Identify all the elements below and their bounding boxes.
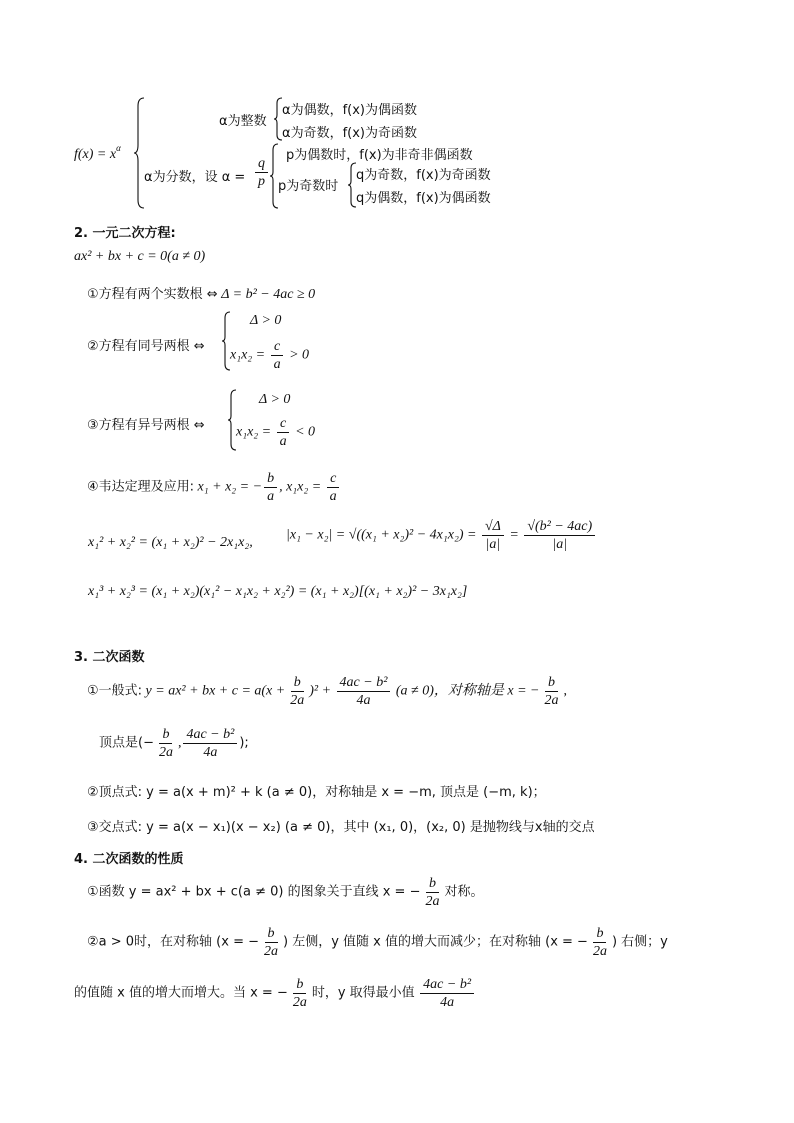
cube-sum-identity: x₁³ + x₂³ = (x₁ + x₂)(x₁² − x₁x₂ + x₂²) = (x₁ + x₂)[(x₁ + x₂)² − 3x₁x₂] xyxy=(88,584,468,599)
section-2-heading: 2. 一元二次方程: xyxy=(74,226,176,241)
quadratic-equation: ax² + bx + c = 0(a ≠ 0) xyxy=(74,249,206,264)
item-vieta: ④韦达定理及应用: x₁ + x₂ = − $\frac{b}{a}$ , x₁x₂ = $\frac{c}{a}$ xyxy=(87,470,342,505)
q-even: q为偶数，f(x)为偶函数 xyxy=(356,191,491,206)
item-two-real-roots: ①方程有两个实数根 ⇔ Δ = b² − 4ac ≥ 0 xyxy=(87,287,316,302)
p-odd: p为奇数时 xyxy=(278,179,339,194)
square-sum-identity: x₁² + x₂² = (x₁ + x₂)² − 2x₁x₂, xyxy=(88,535,253,550)
item-same-sign-label: ②方程有同号两根 ⇔ xyxy=(87,339,205,354)
monotonicity-line-2: 的值随 x 值的增大而增大。当 x = − $\frac{b}{2a}$ 时，y 取得最小值 $\frac{\text{4ac − b²}}{4a}$ xyxy=(74,976,476,1011)
vertex-form: ②顶点式: y = a(x + m)² + k (a ≠ 0)，对称轴是 x = −m, 顶点是 (−m, k)； xyxy=(87,785,546,800)
section-3-heading: 3. 二次函数 xyxy=(74,650,145,665)
same-sign-product: x₁x₂ = $\frac{c}{a}$ > 0 xyxy=(230,339,310,372)
power-function-lhs: $f(x) = x^\alpha$ xyxy=(74,143,121,162)
section-4-heading: 4. 二次函数的性质 xyxy=(74,852,184,867)
fraction-case: α为分数，设 α = xyxy=(144,170,246,185)
item-opposite-sign-label: ③方程有异号两根 ⇔ xyxy=(87,418,205,433)
intercept-form: ③交点式: y = a(x − x₁)(x − x₂) (a ≠ 0)，其中 (x₁, 0)，(x₂, 0) 是抛物线与x轴的交点 xyxy=(87,820,595,835)
p-even: p为偶数时，f(x)为非奇非偶函数 xyxy=(286,148,473,163)
frac-q-over-p: $\frac{q}{p}$ xyxy=(253,155,270,190)
int-even: α为偶数，f(x)为偶函数 xyxy=(282,103,417,118)
opposite-sign-product: x₁x₂ = $\frac{c}{a}$ < 0 xyxy=(236,416,316,449)
abs-diff-identity: |x₁ − x₂| = √((x₁ + x₂)² − 4x₁x₂) = $\frac{√\Delta}{|a|}$ = $\frac{\text{√(b² − 4ac)}}{|a|}$ xyxy=(286,518,597,553)
symmetry-statement: ①函数 y = ax² + bx + c(a ≠ 0) 的图象关于直线 x = − $\frac{b}{2a}$ 对称。 xyxy=(87,876,484,909)
general-form: ①一般式: y = ax² + bx + c = a(x + $\frac{b}{2a}$ )² + $\frac{\text{4ac − b²}}{4a}$ (a ≠ 0)，对称轴是 x = − $\frac{b}{2a}$ , xyxy=(87,675,568,708)
vertex-line: 顶点是(− $\frac{b}{2a}$ , $\frac{\text{4ac − b²}}{4a}$ ); xyxy=(99,727,249,760)
monotonicity-line-1: ②a > 0时，在对称轴 (x = − $\frac{b}{2a}$ ) 左侧，y 值随 x 值的增大而减少；在对称轴 (x = − $\frac{b}{2a}$ ) 右侧；y xyxy=(87,926,668,959)
int-odd: α为奇数，f(x)为奇函数 xyxy=(282,126,417,141)
opposite-sign-delta: Δ > 0 xyxy=(259,392,291,407)
same-sign-delta: Δ > 0 xyxy=(250,313,282,328)
q-odd: q为奇数，f(x)为奇函数 xyxy=(356,168,491,183)
integer-case: α为整数 xyxy=(219,114,267,129)
outer-brace xyxy=(134,98,146,208)
